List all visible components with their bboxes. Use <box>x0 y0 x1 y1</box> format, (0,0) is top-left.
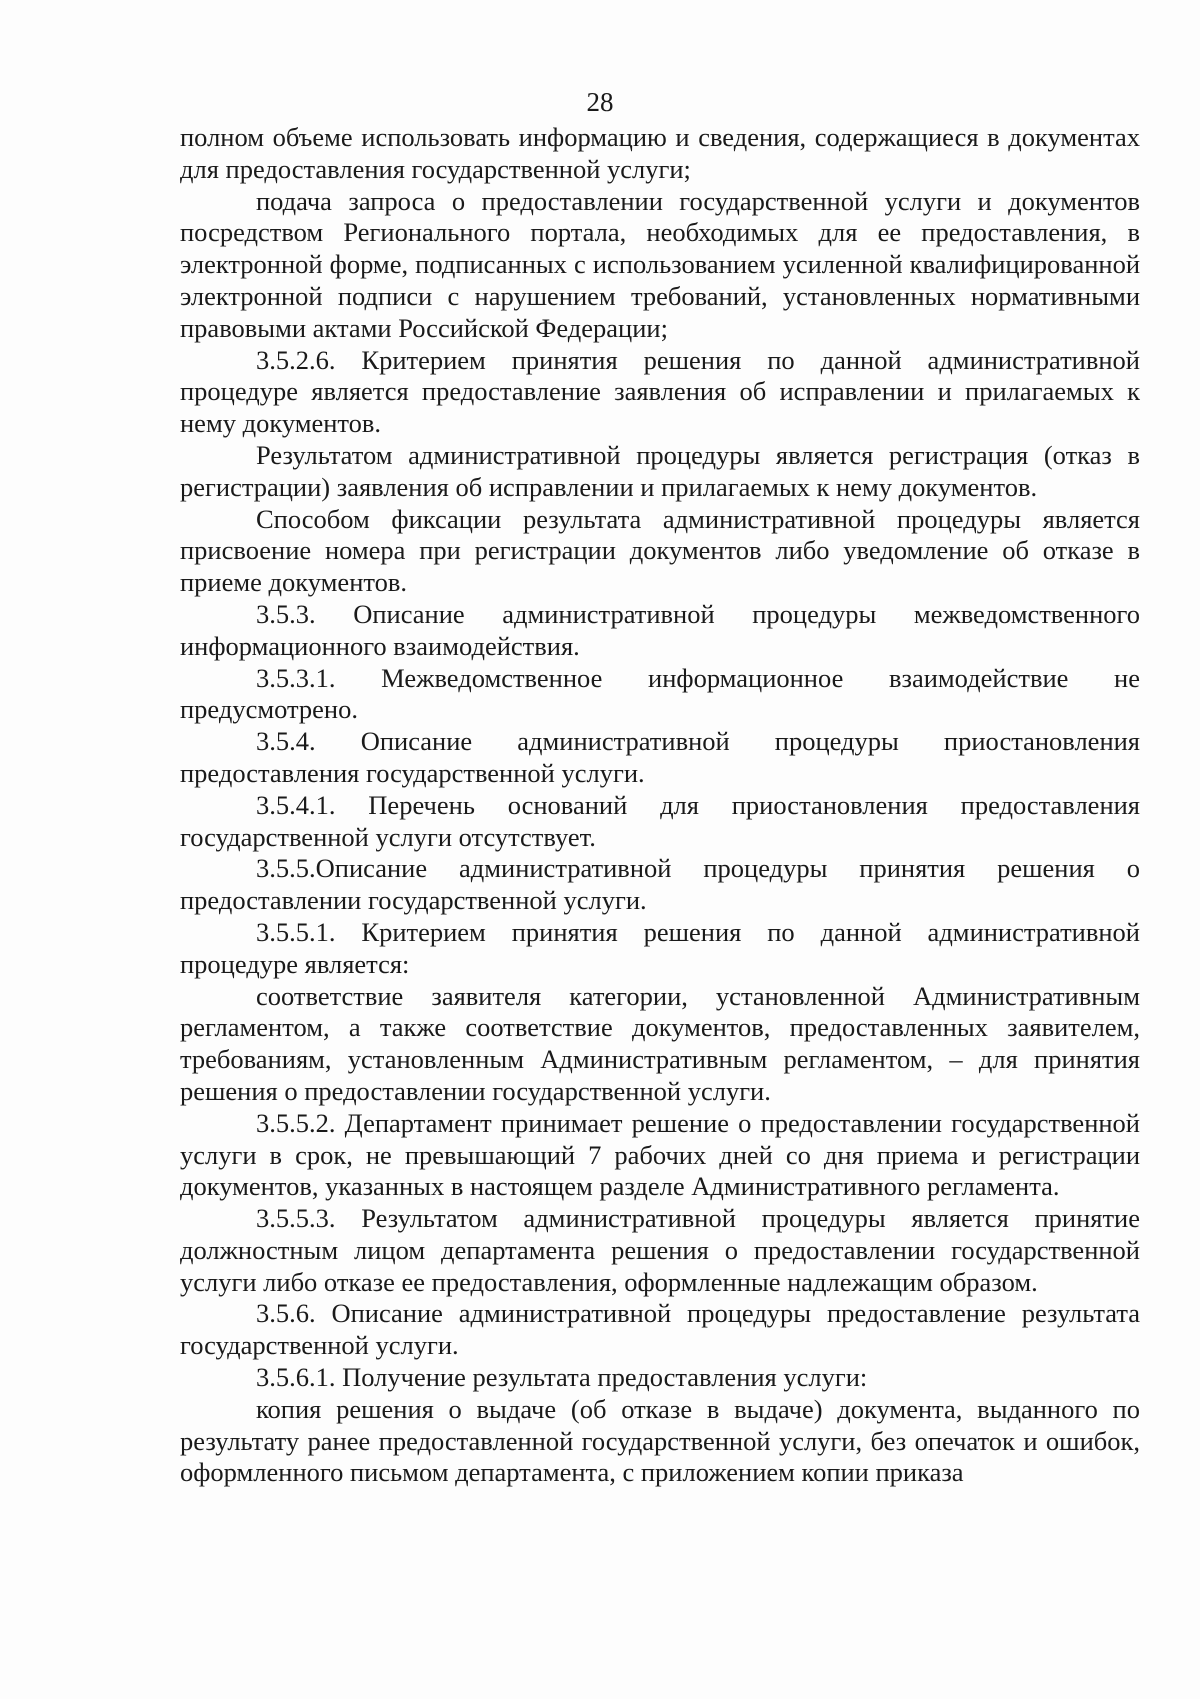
paragraph-3-5-5-2: 3.5.5.2. Департамент принимает решение о предоставлении государственной услуги в срок, не превышающий 7 рабочих дней со дня приема и регистрации документов, указанных в настоящем разделе Административного регламента. <box>180 1107 1140 1202</box>
paragraph-3-5-6-1: 3.5.6.1. Получение результата предоставления услуги: <box>256 1362 868 1393</box>
paragraph-3-5-5-1: 3.5.5.1. Критерием принятия решения по данной административной процедуре является: <box>180 916 1140 979</box>
document-body <box>180 122 1140 1489</box>
paragraph-portal-submission: подача запроса о предоставлении государственной услуги и документов посредством Регионального портала, необходимых для ее предоставления, в электронной форме, подписанных с использованием усиленной квалифицированной электронной подписи с нарушением требований, установленных нормативными правовыми актами Российской Федерации; <box>180 185 1140 343</box>
paragraph-3-5-3: 3.5.3. Описание административной процедуры межведомственного информационного взаимодействия. <box>180 598 1140 661</box>
paragraph-result-registration: Результатом административной процедуры является регистрация (отказ в регистрации) заявления об исправлении и прилагаемых к нему документов. <box>180 439 1140 502</box>
paragraph-3-5-4: 3.5.4. Описание административной процедуры приостановления предоставления государственной услуги. <box>180 726 1140 788</box>
paragraph-3-5-4-1: 3.5.4.1. Перечень оснований для приостановления предоставления государственной услуги отсутствует. <box>180 789 1140 852</box>
paragraph-fixation-method: Способом фиксации результата административной процедуры является присвоение номера при регистрации документов либо уведомление об отказе в приеме документов. <box>180 503 1140 598</box>
paragraph-3-5-3-1: 3.5.3.1. Межведомственное информационное взаимодействие не предусмотрено. <box>180 662 1140 725</box>
paragraph-continuation: полном объеме использовать информацию и сведения, содержащиеся в документах для предоставления государственной услуги; <box>180 122 1140 184</box>
paragraph-applicant-criteria: соответствие заявителя категории, установленной Административным регламентом, а также соответствие документов, предоставленных заявителем, требованиям, установленным Административным регламентом, – для принятия решения о предоставлении государственной услуги. <box>180 980 1140 1106</box>
paragraph-3-5-5: 3.5.5.Описание административной процедуры принятия решения о предоставлении государственной услуги. <box>180 853 1140 916</box>
paragraph-3-5-5-3: 3.5.5.3. Результатом административной процедуры является принятие должностным лицом департамента решения о предоставлении государственной услуги либо отказе ее предоставления, оформленные надлежащим образом. <box>180 1203 1140 1297</box>
paragraph-decision-copy: копия решения о выдаче (об отказе в выдаче) документа, выданного по результату ранее предоставленной государственной услуги, без опечаток и ошибок, оформленного письмом департамента, с приложением копии приказа <box>180 1393 1140 1488</box>
page-number: 28 <box>586 87 614 117</box>
paragraph-3-5-2-6: 3.5.2.6. Критерием принятия решения по данной административной процедуре является предоставление заявления об исправлении и прилагаемых к нему документов. <box>180 344 1140 439</box>
paragraph-3-5-6: 3.5.6. Описание административной процедуры предоставление результата государственной услуги. <box>180 1298 1140 1361</box>
